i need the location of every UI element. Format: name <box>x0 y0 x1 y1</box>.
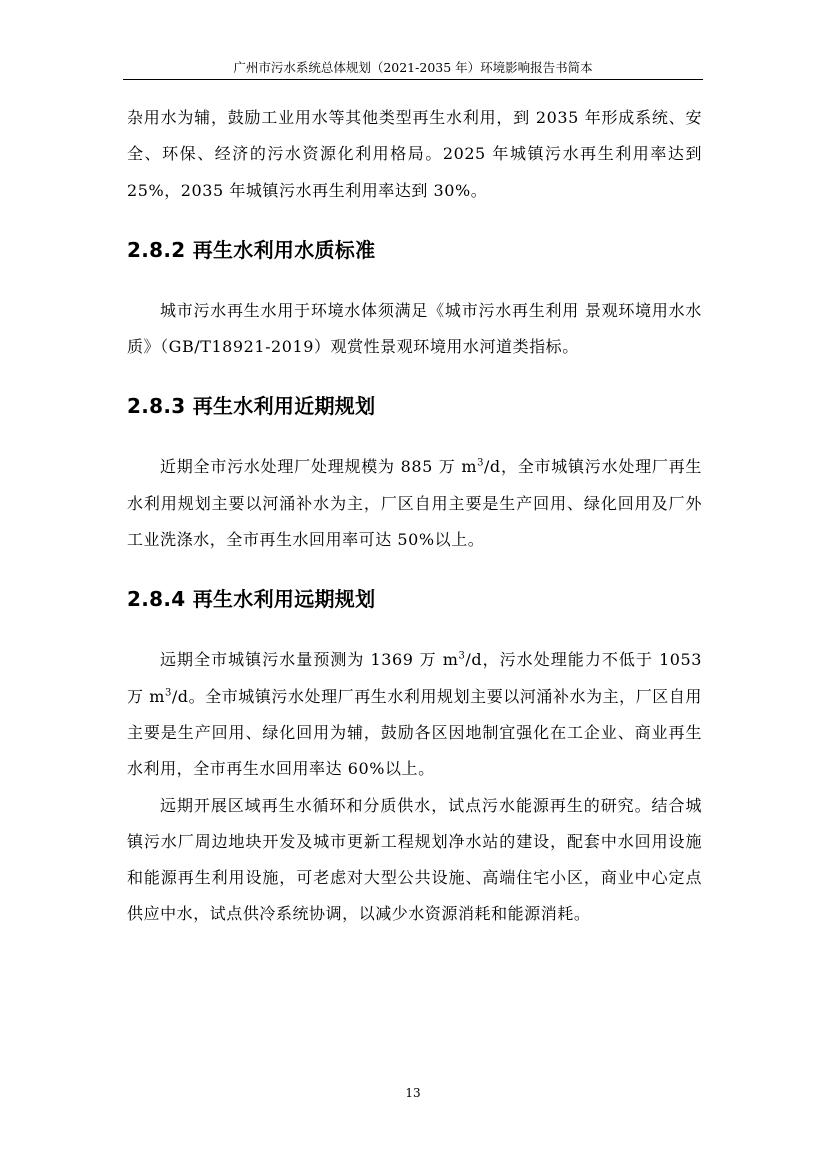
superscript: 3 <box>458 651 466 663</box>
superscript: 3 <box>164 687 172 699</box>
section-heading-2-8-3: 2.8.3 再生水利用近期规划 <box>127 394 376 419</box>
section-2-8-2-paragraph: 城市污水再生水用于环境水体须满足《城市污水再生利用 景观环境用水水质》（GB/T18921-2019）观赏性景观环境用水河道类指标。 <box>127 300 702 357</box>
document-body <box>127 100 702 933</box>
intro-paragraph: 杂用水为辅，鼓励工业用水等其他类型再生水利用，到 2035 年形成系统、安全、环保、经济的污水资源化利用格局。2025 年城镇污水再生利用率达到 25%，2035 年城镇污水再生利用率达到 30%。 <box>127 108 702 200</box>
superscript: 3 <box>477 458 484 470</box>
page-number: 13 <box>405 1086 421 1100</box>
text-span: 近期全市污水处理厂处理规模为 885 万 m <box>160 457 478 477</box>
section-heading-2-8-4: 2.8.4 再生水利用远期规划 <box>127 587 376 612</box>
section-2-8-3-paragraph <box>127 449 702 558</box>
section-2-8-4-paragraph-1 <box>127 642 702 787</box>
header-rule <box>123 79 703 80</box>
text-span: /d，污水处理能力不低于 1053 万 m <box>127 650 702 706</box>
section-2-8-4-paragraph-2: 远期开展区域再生水循环和分质供水，试点污水能源再生的研究。结合城镇污水厂周边地块开发及城市更新工程规划净水站的建设，配套中水回用设施和能源再生利用设施，可老虑对大型公共设施、高端住宅小区，商业中心定点供应中水，试点供冷系统协调，以减少水资源消耗和能源消耗。 <box>127 795 702 924</box>
text-span: /d，全市城镇污水处理厂再生水利用规划主要以河涌补水为主，厂区自用主要是生产回用、绿化回用及厂外工业洗涤水，全市再生水回用率可达 50%以上。 <box>127 457 702 550</box>
text-span: 远期全市城镇污水量预测为 1369 万 m <box>160 650 459 670</box>
running-header: 广州市污水系统总体规划（2021-2035 年）环境影响报告书简本 <box>233 60 593 75</box>
section-heading-2-8-2: 2.8.2 再生水利用水质标准 <box>127 237 376 262</box>
text-span: /d。全市城镇污水处理厂再生水利用规划主要以河涌补水为主，厂区自用主要是生产回用、绿化回用为辅，鼓励各区因地制宜强化在工企业、商业再生水利用，全市再生水回用率达 60%以上。 <box>127 686 702 779</box>
